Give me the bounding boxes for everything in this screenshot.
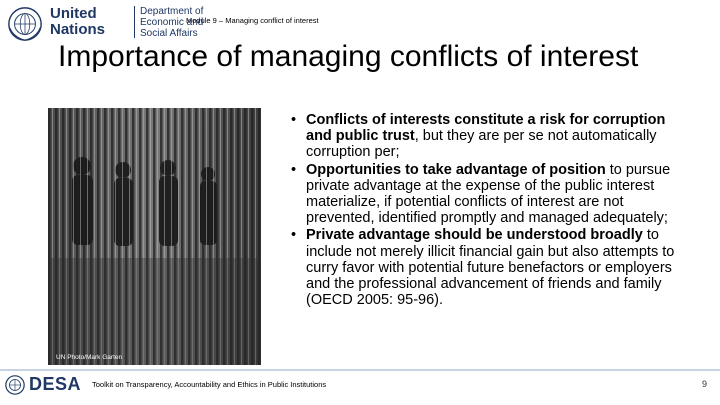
- slide-title: Importance of managing conflicts of interest: [58, 40, 639, 73]
- bullet-text: to pursue private advantage at the expense of the public interest materialize, if potential conflicts of interest are not prevented, identified promptly and managed adequately;: [306, 161, 671, 227]
- bullet-bold: Private advantage should be understood broadly: [306, 227, 643, 244]
- bullet-text: to include not merely illicit financial gain but also attempts to curry favor with potential future benefactors or employers and the professional advancement of friends and family (OECD 2005: 95-96).: [306, 227, 675, 309]
- desa-wordmark: DESA: [29, 374, 82, 394]
- bullet-bold: Conflicts of interests constitute a risk for corruption and public trust: [306, 112, 666, 145]
- department-line1: Department of: [140, 6, 204, 17]
- slide-photo: [48, 108, 261, 365]
- bullet-item: [290, 112, 690, 161]
- bullet-list: [290, 112, 690, 309]
- module-label: Module 9 – Managing conflict of interest: [186, 16, 319, 25]
- bullet-dot-icon: •: [291, 161, 297, 178]
- curtain-silhouettes-image: [48, 108, 261, 365]
- footer-divider: [0, 369, 720, 371]
- un-emblem-icon: [4, 374, 26, 396]
- bullet-item: [290, 227, 690, 308]
- un-wordmark-line1: United: [50, 5, 97, 22]
- bullet-dot-icon: •: [291, 112, 297, 128]
- un-wordmark-line2: Nations: [50, 21, 106, 38]
- department-line2: Economic and: [140, 17, 204, 28]
- header-divider: [134, 6, 135, 38]
- bullet-bold: Opportunities to take advantage of position: [306, 161, 606, 178]
- footer-caption: Toolkit on Transparency, Accountability and Ethics in Public Institutions: [92, 380, 327, 389]
- un-wordmark: [50, 6, 105, 38]
- bullet-dot-icon: •: [291, 227, 297, 244]
- department-line3: Social Affairs: [140, 28, 198, 39]
- bullet-item: [290, 162, 690, 227]
- photo-credit: UN Photo/Mark Garten: [56, 354, 123, 361]
- slide-header: [0, 0, 720, 40]
- page-number: 9: [702, 379, 708, 389]
- un-emblem-icon: [6, 5, 44, 43]
- bullet-text: , but they are per se not automatically corruption per;: [306, 128, 657, 161]
